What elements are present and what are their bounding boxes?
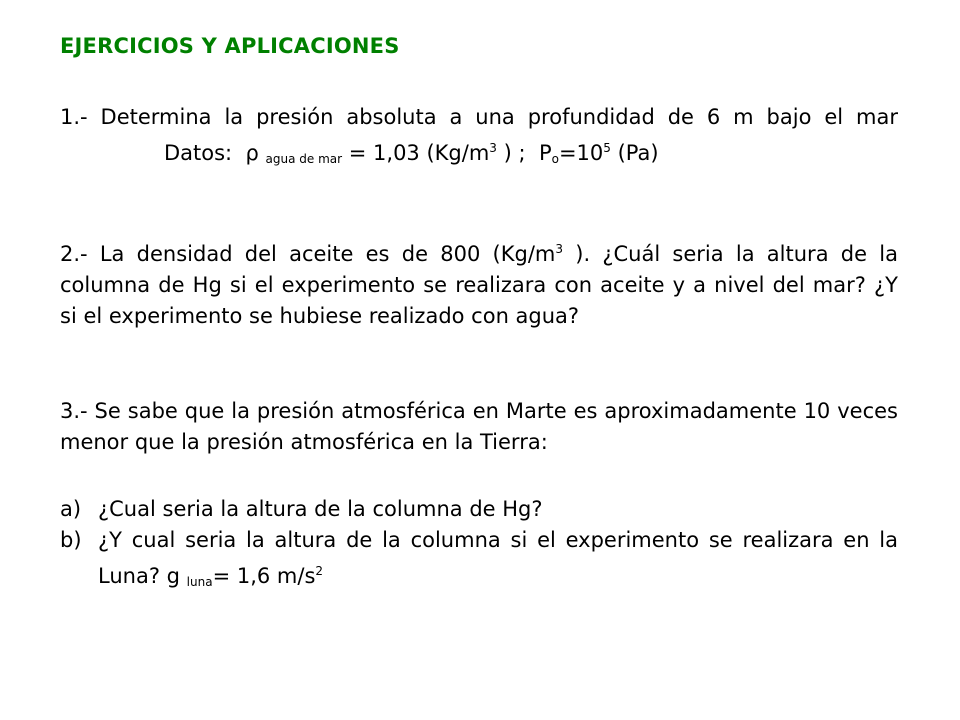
exercise-3: [60, 396, 898, 458]
p-value: =10: [558, 141, 604, 165]
item-b-content: [98, 525, 898, 598]
p-end: (Pa): [617, 141, 659, 165]
exercise-1-text: 1.- Determina la presión absoluta a una profundidad de 6 m bajo el mar: [60, 105, 898, 129]
p-symbol: P: [538, 141, 552, 165]
item-b-label: b): [60, 528, 82, 552]
p-subscript: o: [551, 152, 559, 166]
rho-value: = 1,03 (Kg/m: [348, 141, 490, 165]
item-a-label: a): [60, 497, 82, 521]
rho-subscript: agua de mar: [265, 152, 343, 166]
item-a: [60, 494, 898, 525]
item-b: [60, 525, 898, 598]
exercise-2: [60, 234, 898, 332]
exercise-2-exponent: 3: [555, 242, 564, 256]
rho-end: ) ;: [503, 141, 526, 165]
slide-title: EJERCICIOS Y APLICACIONES: [60, 34, 400, 58]
item-b-text: ¿Y cual seria la altura de la columna si el experimento se realizara en la Luna? g: [98, 528, 898, 588]
rho-symbol: ρ: [245, 141, 259, 165]
p-exponent: 5: [603, 141, 611, 155]
g-subscript: luna: [186, 575, 213, 589]
rho-exponent: 3: [489, 141, 497, 155]
exercise-2-post: ). ¿Cuál seria la altura de la columna de Hg si el experimento se realizara con aceite y a nivel del mar? ¿Y si el experimento se hubiese realizado con agua?: [60, 242, 898, 328]
exercise-1: [60, 102, 898, 175]
g-exponent: 2: [315, 564, 324, 578]
exercise-3-text: 3.- Se sabe que la presión atmosférica en Marte es aproximadamente 10 veces menor que la presión atmosférica en la Tierra:: [60, 399, 898, 454]
item-a-text: ¿Cual seria la altura de la columna de Hg?: [98, 497, 543, 521]
exercise-2-pre: 2.- La densidad del aceite es de 800 (Kg/m: [60, 242, 556, 266]
datos-label: Datos:: [164, 141, 233, 165]
g-value: = 1,6 m/s: [212, 564, 316, 588]
